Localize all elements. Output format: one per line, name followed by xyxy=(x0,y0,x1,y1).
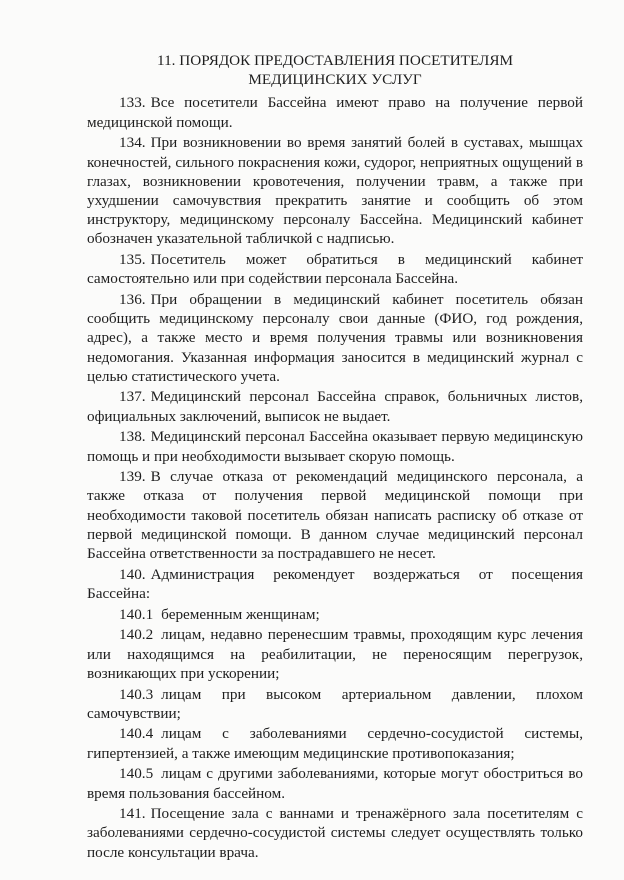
paragraph-137 xyxy=(87,387,583,425)
paragraph-140 xyxy=(87,565,583,603)
paragraph-number: 136. xyxy=(119,290,146,308)
paragraph-134 xyxy=(87,133,583,248)
paragraph-number: 138. xyxy=(119,428,146,446)
paragraph-text: Администрация рекомендует воздержаться от посещения Бассейна: xyxy=(87,565,583,602)
paragraph-number: 139. xyxy=(119,468,146,486)
paragraph-136 xyxy=(87,290,583,386)
paragraph-text: Медицинский персонал Бассейна справок, больничных листов, официальных заключений, выписок не выдает. xyxy=(87,388,583,425)
paragraph-138 xyxy=(87,427,583,465)
section-title-line-2: МЕДИЦИНСКИХ УСЛУГ xyxy=(248,71,422,89)
section-title xyxy=(87,51,583,89)
paragraph-text: лицам с другими заболеваниями, которые могут обостриться во время пользования бассейном. xyxy=(87,765,583,802)
paragraph-number: 140.1 xyxy=(119,605,154,623)
paragraph-number: 137. xyxy=(119,388,146,406)
paragraph-number: 140.4 xyxy=(119,725,154,743)
paragraph-text: Медицинский персонал Бассейна оказывает первую медицинскую помощь и при необходимости вызывает скорую помощь. xyxy=(87,428,583,465)
paragraph-139 xyxy=(87,467,583,563)
paragraph-135 xyxy=(87,250,583,288)
paragraph-140-1 xyxy=(87,605,583,624)
paragraph-text: Посетитель может обратиться в медицинский кабинет самостоятельно или при содействии персонала Бассейна. xyxy=(87,251,583,288)
paragraph-141 xyxy=(87,804,583,862)
paragraph-text: лицам при высоком артериальном давлении, плохом самочувствии; xyxy=(87,685,583,722)
paragraph-number: 135. xyxy=(119,251,146,269)
paragraph-number: 134. xyxy=(119,134,146,152)
paragraph-140-5 xyxy=(87,764,583,802)
paragraph-140-4 xyxy=(87,724,583,762)
paragraph-133 xyxy=(87,93,583,131)
paragraph-text: Все посетители Бассейна имеют право на получение первой медицинской помощи. xyxy=(87,94,583,131)
paragraph-number: 141. xyxy=(119,805,146,823)
paragraph-text: лицам с заболеваниями сердечно-сосудистой системы, гипертензией, а также имеющим медицинские противопоказания; xyxy=(87,725,583,762)
paragraph-text: лицам, недавно перенесшим травмы, проходящим курс лечения или находящимся на реабилитации, не переносящим перегрузок, возникающих при ускорении; xyxy=(87,626,583,682)
paragraph-140-3 xyxy=(87,685,583,723)
paragraph-text: В случае отказа от рекомендаций медицинского персонала, а также отказа от получения первой медицинской помощи при необходимости таковой посетитель обязан написать расписку об отказе от первой медицинской помощи. В данном случае медицинский персонал Бассейна ответственности за пострадавшего не несет. xyxy=(87,468,583,563)
document-page xyxy=(87,51,583,862)
paragraph-text: При обращении в медицинский кабинет посетитель обязан сообщить медицинскому персоналу свои данные (ФИО, год рождения, адрес), а также место и время получения травмы или возникновения недомогания. Указанная информация заносится в медицинский журнал с целью статистического учета. xyxy=(87,290,583,385)
paragraph-number: 140.5 xyxy=(119,765,154,783)
paragraph-number: 140. xyxy=(119,565,146,583)
paragraph-text: Посещение зала с ваннами и тренажёрного зала посетителям с заболеваниями сердечно-сосудистой системы следует осуществлять только после консультации врача. xyxy=(87,805,583,861)
paragraph-140-2 xyxy=(87,625,583,683)
section-title-line-1: 11. ПОРЯДОК ПРЕДОСТАВЛЕНИЯ ПОСЕТИТЕЛЯМ xyxy=(157,52,513,69)
paragraph-text: беременным женщинам; xyxy=(161,605,320,623)
paragraph-number: 133. xyxy=(119,94,146,112)
paragraph-number: 140.2 xyxy=(119,626,154,644)
paragraph-number: 140.3 xyxy=(119,685,154,703)
paragraph-text: При возникновении во время занятий болей в суставах, мышцах конечностей, сильного покраснения кожи, судорог, неприятных ощущений в глазах, возникновении кровотечения, получении травм, а также при ухудшении самочувствия прекратить занятие и сообщить об этом инструктору, медицинскому персоналу Бассейна. Медицинский кабинет обозначен указательной табличкой с надписью. xyxy=(87,134,583,248)
